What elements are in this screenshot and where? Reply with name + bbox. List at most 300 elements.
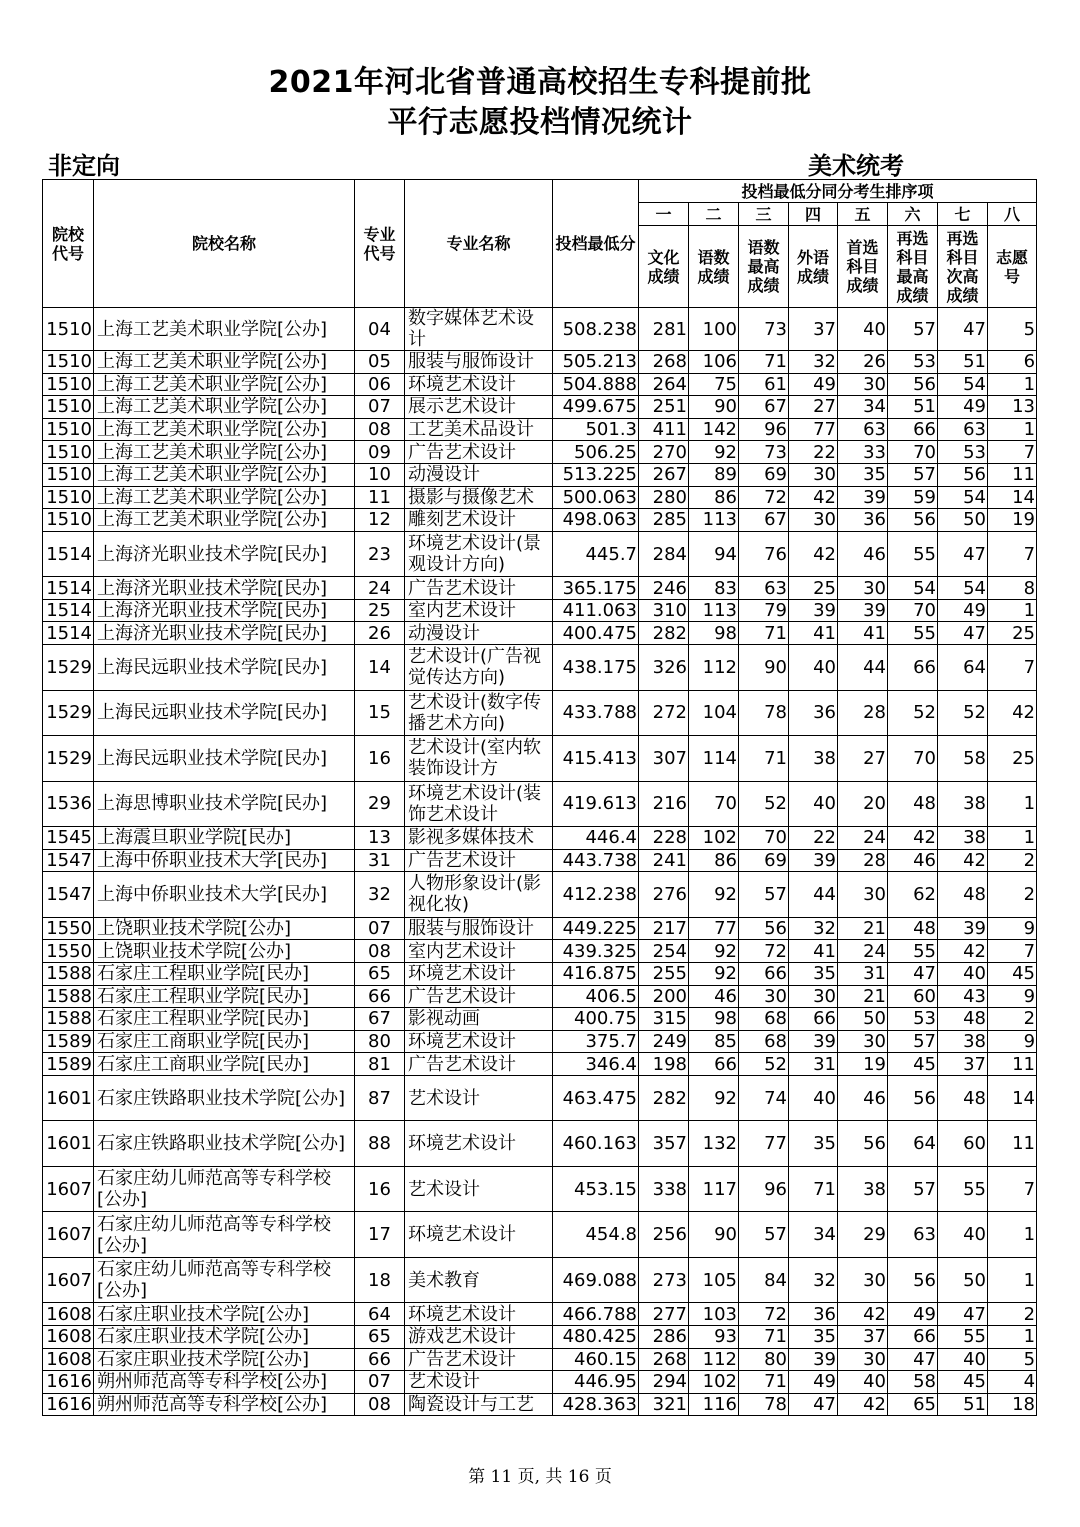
cell-first-subject: 31 (838, 962, 888, 985)
cell-school-name: 上海工艺美术职业学院[公办] (94, 373, 355, 396)
table-row (43, 441, 1037, 464)
cell-reselect-max: 53 (888, 351, 938, 374)
cell-first-subject: 30 (838, 1348, 888, 1371)
cell-school-name: 上海工艺美术职业学院[公办] (94, 396, 355, 419)
cell-first-subject: 29 (838, 1212, 888, 1258)
cell-reselect-second: 40 (938, 1212, 988, 1258)
cell-preference-no: 18 (988, 1393, 1037, 1416)
cell-major-name: 艺术设计 (405, 1166, 553, 1212)
table-row (43, 1030, 1037, 1053)
cell-chinese-math: 116 (689, 1393, 739, 1416)
cell-school-code: 1510 (43, 418, 94, 441)
cell-school-name: 石家庄工商职业学院[民办] (94, 1053, 355, 1076)
cell-major-code: 66 (355, 1348, 405, 1371)
cell-foreign-lang: 39 (789, 599, 838, 622)
cell-school-code: 1588 (43, 985, 94, 1008)
cell-major-name: 环境艺术设计 (405, 1303, 553, 1326)
cell-chinese-math: 86 (689, 486, 739, 509)
cell-reselect-max: 55 (888, 531, 938, 577)
cell-first-subject: 26 (838, 351, 888, 374)
cell-min-score: 506.25 (553, 441, 639, 464)
cell-reselect-max: 59 (888, 486, 938, 509)
cell-reselect-max: 57 (888, 308, 938, 351)
cell-culture-score: 272 (639, 690, 689, 736)
cell-chinese-math: 104 (689, 690, 739, 736)
cell-major-name: 环境艺术设计 (405, 1212, 553, 1258)
cell-chinese-math-max: 80 (739, 1348, 789, 1371)
cell-foreign-lang: 40 (789, 781, 838, 827)
cell-first-subject: 24 (838, 940, 888, 963)
cell-school-code: 1510 (43, 373, 94, 396)
table-row (43, 509, 1037, 532)
header-sub: 语数最高成绩 (739, 226, 789, 308)
cell-reselect-max: 48 (888, 917, 938, 940)
cell-min-score: 513.225 (553, 463, 639, 486)
table-row (43, 1257, 1037, 1303)
cell-school-code: 1607 (43, 1212, 94, 1258)
cell-reselect-max: 49 (888, 1303, 938, 1326)
cell-reselect-second: 56 (938, 463, 988, 486)
cell-reselect-max: 58 (888, 1371, 938, 1394)
cell-reselect-max: 70 (888, 441, 938, 464)
cell-school-code: 1607 (43, 1257, 94, 1303)
cell-preference-no: 9 (988, 985, 1037, 1008)
cell-school-code: 1616 (43, 1393, 94, 1416)
cell-reselect-second: 60 (938, 1121, 988, 1167)
header-num: 三 (739, 203, 789, 226)
cell-foreign-lang: 66 (789, 1008, 838, 1031)
cell-major-code: 66 (355, 985, 405, 1008)
cell-preference-no: 14 (988, 486, 1037, 509)
cell-major-name: 广告艺术设计 (405, 849, 553, 872)
cell-first-subject: 46 (838, 1075, 888, 1121)
cell-reselect-second: 42 (938, 940, 988, 963)
header-num: 一 (639, 203, 689, 226)
table-row (43, 1053, 1037, 1076)
cell-first-subject: 42 (838, 1393, 888, 1416)
cell-foreign-lang: 30 (789, 463, 838, 486)
cell-major-name: 游戏艺术设计 (405, 1325, 553, 1348)
cell-reselect-max: 55 (888, 940, 938, 963)
cell-chinese-math-max: 71 (739, 1371, 789, 1394)
cell-chinese-math: 102 (689, 827, 739, 850)
table-row (43, 1348, 1037, 1371)
cell-chinese-math-max: 66 (739, 962, 789, 985)
cell-min-score: 415.413 (553, 736, 639, 782)
cell-school-name: 上海工艺美术职业学院[公办] (94, 308, 355, 351)
cell-reselect-second: 49 (938, 396, 988, 419)
cell-major-name: 环境艺术设计 (405, 1121, 553, 1167)
cell-reselect-second: 38 (938, 1030, 988, 1053)
cell-first-subject: 46 (838, 531, 888, 577)
cell-school-name: 上海工艺美术职业学院[公办] (94, 509, 355, 532)
table-row (43, 736, 1037, 782)
cell-first-subject: 20 (838, 781, 888, 827)
page-title: 2021年河北省普通高校招生专科提前批 (268, 65, 812, 100)
cell-reselect-second: 54 (938, 373, 988, 396)
cell-reselect-max: 52 (888, 690, 938, 736)
cell-preference-no: 11 (988, 463, 1037, 486)
cell-foreign-lang: 41 (789, 940, 838, 963)
table-row (43, 1212, 1037, 1258)
cell-culture-score: 281 (639, 308, 689, 351)
cell-school-code: 1589 (43, 1030, 94, 1053)
cell-preference-no: 7 (988, 645, 1037, 691)
cell-major-code: 15 (355, 690, 405, 736)
table-row (43, 781, 1037, 827)
cell-chinese-math: 114 (689, 736, 739, 782)
cell-foreign-lang: 22 (789, 827, 838, 850)
cell-reselect-max: 45 (888, 1053, 938, 1076)
cell-foreign-lang: 39 (789, 1030, 838, 1053)
cell-major-name: 艺术设计 (405, 1075, 553, 1121)
cell-reselect-second: 55 (938, 1166, 988, 1212)
cell-school-name: 上海民远职业技术学院[民办] (94, 645, 355, 691)
cell-culture-score: 254 (639, 940, 689, 963)
cell-min-score: 453.15 (553, 1166, 639, 1212)
cell-school-code: 1589 (43, 1053, 94, 1076)
cell-preference-no: 9 (988, 917, 1037, 940)
cell-chinese-math-max: 72 (739, 486, 789, 509)
cell-chinese-math: 75 (689, 373, 739, 396)
cell-culture-score: 276 (639, 872, 689, 918)
cell-first-subject: 28 (838, 690, 888, 736)
cell-chinese-math: 92 (689, 940, 739, 963)
cell-chinese-math: 86 (689, 849, 739, 872)
header-sub: 志愿号 (988, 226, 1037, 308)
cell-reselect-second: 42 (938, 849, 988, 872)
cell-major-code: 87 (355, 1075, 405, 1121)
cell-school-code: 1514 (43, 599, 94, 622)
cell-reselect-max: 55 (888, 622, 938, 645)
cell-foreign-lang: 22 (789, 441, 838, 464)
cell-chinese-math-max: 69 (739, 849, 789, 872)
cell-foreign-lang: 31 (789, 1053, 838, 1076)
cell-reselect-second: 64 (938, 645, 988, 691)
cell-foreign-lang: 44 (789, 872, 838, 918)
cell-school-code: 1550 (43, 940, 94, 963)
cell-reselect-max: 60 (888, 985, 938, 1008)
cell-major-code: 05 (355, 351, 405, 374)
cell-foreign-lang: 39 (789, 849, 838, 872)
table-header (43, 180, 1037, 308)
cell-min-score: 499.675 (553, 396, 639, 419)
cell-major-code: 07 (355, 917, 405, 940)
cell-culture-score: 321 (639, 1393, 689, 1416)
cell-preference-no: 7 (988, 940, 1037, 963)
table-row (43, 1303, 1037, 1326)
table-row (43, 351, 1037, 374)
cell-chinese-math: 105 (689, 1257, 739, 1303)
cell-major-code: 81 (355, 1053, 405, 1076)
cell-foreign-lang: 27 (789, 396, 838, 419)
cell-first-subject: 40 (838, 1371, 888, 1394)
header-sub: 再选科目次高成绩 (938, 226, 988, 308)
cell-preference-no: 4 (988, 1371, 1037, 1394)
cell-major-name: 环境艺术设计(景观设计方向) (405, 531, 553, 577)
table-row (43, 486, 1037, 509)
cell-major-code: 09 (355, 441, 405, 464)
header-school-code: 院校代号 (43, 180, 94, 308)
cell-chinese-math: 70 (689, 781, 739, 827)
cell-preference-no: 19 (988, 509, 1037, 532)
cell-school-code: 1536 (43, 781, 94, 827)
cell-first-subject: 39 (838, 486, 888, 509)
cell-preference-no: 11 (988, 1121, 1037, 1167)
cell-foreign-lang: 30 (789, 509, 838, 532)
cell-school-name: 石家庄职业技术学院[公办] (94, 1325, 355, 1348)
table-row (43, 1008, 1037, 1031)
cell-reselect-max: 57 (888, 463, 938, 486)
cell-reselect-max: 62 (888, 872, 938, 918)
cell-foreign-lang: 42 (789, 486, 838, 509)
cell-school-name: 上海工艺美术职业学院[公办] (94, 463, 355, 486)
cell-preference-no: 6 (988, 351, 1037, 374)
cell-min-score: 375.7 (553, 1030, 639, 1053)
cell-school-name: 上海中侨职业技术大学[民办] (94, 872, 355, 918)
cell-foreign-lang: 39 (789, 1348, 838, 1371)
cell-major-name: 广告艺术设计 (405, 1053, 553, 1076)
table-row (43, 645, 1037, 691)
cell-min-score: 480.425 (553, 1325, 639, 1348)
table-row (43, 1371, 1037, 1394)
cell-culture-score: 280 (639, 486, 689, 509)
cell-culture-score: 267 (639, 463, 689, 486)
cell-reselect-max: 47 (888, 1348, 938, 1371)
cell-min-score: 498.063 (553, 509, 639, 532)
cell-min-score: 416.875 (553, 962, 639, 985)
cell-culture-score: 326 (639, 645, 689, 691)
cell-foreign-lang: 77 (789, 418, 838, 441)
cell-first-subject: 36 (838, 509, 888, 532)
cell-reselect-second: 43 (938, 985, 988, 1008)
cell-preference-no: 1 (988, 373, 1037, 396)
table-row (43, 985, 1037, 1008)
cell-school-code: 1547 (43, 872, 94, 918)
cell-first-subject: 30 (838, 577, 888, 600)
cell-reselect-max: 66 (888, 418, 938, 441)
cell-reselect-max: 56 (888, 1257, 938, 1303)
cell-min-score: 463.475 (553, 1075, 639, 1121)
cell-chinese-math-max: 74 (739, 1075, 789, 1121)
cell-culture-score: 268 (639, 1348, 689, 1371)
cell-major-name: 美术教育 (405, 1257, 553, 1303)
cell-reselect-second: 50 (938, 509, 988, 532)
cell-preference-no: 2 (988, 849, 1037, 872)
cell-school-code: 1510 (43, 463, 94, 486)
cell-school-name: 上海民远职业技术学院[民办] (94, 690, 355, 736)
cell-major-code: 11 (355, 486, 405, 509)
cell-reselect-max: 48 (888, 781, 938, 827)
cell-preference-no: 7 (988, 441, 1037, 464)
cell-major-code: 07 (355, 1371, 405, 1394)
cell-min-score: 445.7 (553, 531, 639, 577)
cell-min-score: 439.325 (553, 940, 639, 963)
cell-reselect-max: 56 (888, 509, 938, 532)
cell-chinese-math-max: 63 (739, 577, 789, 600)
cell-culture-score: 200 (639, 985, 689, 1008)
cell-culture-score: 264 (639, 373, 689, 396)
cell-reselect-max: 53 (888, 1008, 938, 1031)
cell-major-name: 影视多媒体技术 (405, 827, 553, 850)
cell-foreign-lang: 35 (789, 1325, 838, 1348)
cell-chinese-math: 92 (689, 441, 739, 464)
cell-reselect-second: 55 (938, 1325, 988, 1348)
cell-reselect-max: 66 (888, 645, 938, 691)
cell-preference-no: 13 (988, 396, 1037, 419)
cell-culture-score: 268 (639, 351, 689, 374)
header-tiebreak-group: 投档最低分同分考生排序项 (639, 180, 1037, 203)
header-sub: 再选科目最高成绩 (888, 226, 938, 308)
cell-first-subject: 40 (838, 308, 888, 351)
cell-major-name: 室内艺术设计 (405, 599, 553, 622)
cell-chinese-math: 132 (689, 1121, 739, 1167)
cell-major-code: 65 (355, 962, 405, 985)
cell-chinese-math: 92 (689, 962, 739, 985)
cell-chinese-math-max: 57 (739, 872, 789, 918)
cell-preference-no: 25 (988, 736, 1037, 782)
cell-min-score: 460.15 (553, 1348, 639, 1371)
page-footer: 第 11 页, 共 16 页 (468, 1467, 612, 1487)
cell-culture-score: 315 (639, 1008, 689, 1031)
cell-chinese-math-max: 52 (739, 1053, 789, 1076)
cell-chinese-math-max: 90 (739, 645, 789, 691)
cell-foreign-lang: 47 (789, 1393, 838, 1416)
cell-reselect-second: 52 (938, 690, 988, 736)
cell-preference-no: 1 (988, 1257, 1037, 1303)
header-min-score: 投档最低分 (553, 180, 639, 308)
cell-chinese-math-max: 71 (739, 1325, 789, 1348)
cell-foreign-lang: 49 (789, 1371, 838, 1394)
cell-preference-no: 1 (988, 1325, 1037, 1348)
header-sub: 外语成绩 (789, 226, 838, 308)
cell-chinese-math: 100 (689, 308, 739, 351)
cell-major-name: 环境艺术设计 (405, 1030, 553, 1053)
cell-school-code: 1510 (43, 351, 94, 374)
cell-culture-score: 249 (639, 1030, 689, 1053)
cell-major-code: 16 (355, 1166, 405, 1212)
cell-culture-score: 217 (639, 917, 689, 940)
cell-culture-score: 284 (639, 531, 689, 577)
cell-chinese-math-max: 73 (739, 441, 789, 464)
cell-preference-no: 2 (988, 1008, 1037, 1031)
cell-chinese-math-max: 68 (739, 1030, 789, 1053)
cell-foreign-lang: 36 (789, 1303, 838, 1326)
cell-reselect-second: 47 (938, 622, 988, 645)
table-row (43, 308, 1037, 351)
page-subtitle: 平行志愿投档情况统计 (387, 105, 693, 140)
cell-foreign-lang: 42 (789, 531, 838, 577)
cell-foreign-lang: 40 (789, 645, 838, 691)
cell-chinese-math-max: 96 (739, 1166, 789, 1212)
cell-major-code: 23 (355, 531, 405, 577)
cell-chinese-math-max: 96 (739, 418, 789, 441)
cell-foreign-lang: 34 (789, 1212, 838, 1258)
cell-min-score: 400.75 (553, 1008, 639, 1031)
cell-major-code: 29 (355, 781, 405, 827)
cell-preference-no: 1 (988, 599, 1037, 622)
table-row (43, 373, 1037, 396)
cell-preference-no: 7 (988, 1166, 1037, 1212)
header-num: 八 (988, 203, 1037, 226)
cell-chinese-math-max: 73 (739, 308, 789, 351)
cell-school-code: 1510 (43, 308, 94, 351)
category-label-left: 非定向 (48, 152, 120, 180)
cell-school-name: 石家庄职业技术学院[公办] (94, 1348, 355, 1371)
cell-school-code: 1616 (43, 1371, 94, 1394)
cell-school-code: 1510 (43, 396, 94, 419)
cell-min-score: 508.238 (553, 308, 639, 351)
cell-min-score: 466.788 (553, 1303, 639, 1326)
cell-school-code: 1588 (43, 1008, 94, 1031)
cell-foreign-lang: 71 (789, 1166, 838, 1212)
cell-chinese-math-max: 68 (739, 1008, 789, 1031)
cell-school-code: 1607 (43, 1166, 94, 1212)
cell-preference-no: 1 (988, 827, 1037, 850)
cell-major-name: 艺术设计(室内软装饰设计方 (405, 736, 553, 782)
cell-min-score: 469.088 (553, 1257, 639, 1303)
cell-school-name: 上海济光职业技术学院[民办] (94, 622, 355, 645)
cell-min-score: 504.888 (553, 373, 639, 396)
cell-major-code: 16 (355, 736, 405, 782)
cell-preference-no: 14 (988, 1075, 1037, 1121)
cell-culture-score: 246 (639, 577, 689, 600)
cell-culture-score: 307 (639, 736, 689, 782)
cell-school-name: 石家庄工程职业学院[民办] (94, 1008, 355, 1031)
cell-major-name: 艺术设计(广告视觉传达方向) (405, 645, 553, 691)
table-row (43, 940, 1037, 963)
cell-min-score: 438.175 (553, 645, 639, 691)
cell-major-code: 14 (355, 645, 405, 691)
table-body (43, 308, 1037, 1416)
cell-first-subject: 21 (838, 917, 888, 940)
cell-chinese-math: 106 (689, 351, 739, 374)
cell-reselect-second: 38 (938, 827, 988, 850)
cell-major-code: 88 (355, 1121, 405, 1167)
cell-preference-no: 5 (988, 1348, 1037, 1371)
cell-first-subject: 50 (838, 1008, 888, 1031)
cell-chinese-math-max: 70 (739, 827, 789, 850)
cell-major-code: 08 (355, 418, 405, 441)
cell-first-subject: 30 (838, 1257, 888, 1303)
cell-first-subject: 28 (838, 849, 888, 872)
cell-culture-score: 357 (639, 1121, 689, 1167)
cell-chinese-math-max: 77 (739, 1121, 789, 1167)
cell-chinese-math: 113 (689, 599, 739, 622)
cell-min-score: 346.4 (553, 1053, 639, 1076)
cell-first-subject: 41 (838, 622, 888, 645)
cell-chinese-math: 66 (689, 1053, 739, 1076)
cell-min-score: 505.213 (553, 351, 639, 374)
cell-major-name: 环境艺术设计(装饰艺术设计 (405, 781, 553, 827)
cell-preference-no: 2 (988, 872, 1037, 918)
cell-school-code: 1601 (43, 1121, 94, 1167)
cell-foreign-lang: 36 (789, 690, 838, 736)
cell-culture-score: 411 (639, 418, 689, 441)
cell-school-code: 1514 (43, 622, 94, 645)
cell-chinese-math: 83 (689, 577, 739, 600)
cell-foreign-lang: 32 (789, 917, 838, 940)
cell-preference-no: 2 (988, 1303, 1037, 1326)
table-row (43, 1121, 1037, 1167)
cell-major-code: 25 (355, 599, 405, 622)
cell-first-subject: 27 (838, 736, 888, 782)
table-row (43, 1325, 1037, 1348)
table-row (43, 849, 1037, 872)
cell-major-name: 工艺美术品设计 (405, 418, 553, 441)
cell-major-code: 26 (355, 622, 405, 645)
cell-chinese-math: 77 (689, 917, 739, 940)
